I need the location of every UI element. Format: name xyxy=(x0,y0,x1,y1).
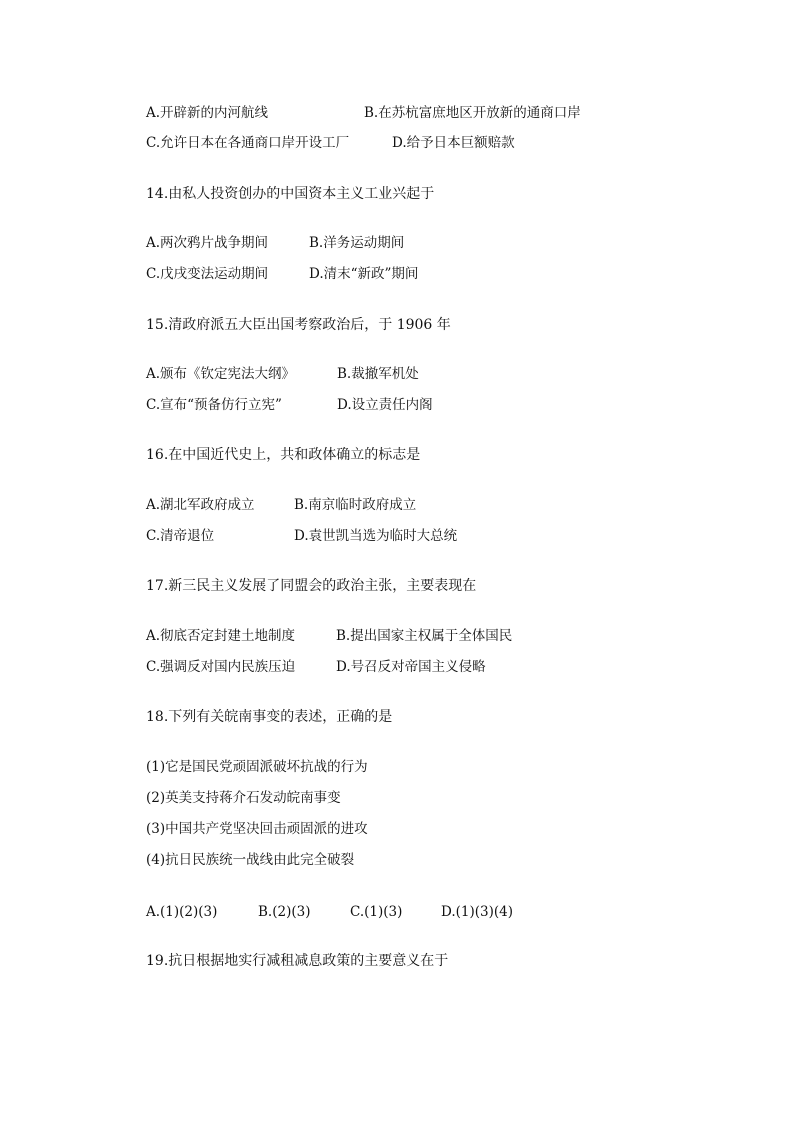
option-d: D.清末“新政”期间 xyxy=(309,266,419,282)
option-d: D.给予日本巨额赔款 xyxy=(392,135,515,151)
question-stem: 19.抗日根据地实行减租减息政策的主要意义在于 xyxy=(146,953,449,969)
option-a: A.开辟新的内河航线 xyxy=(146,105,269,121)
option-b: B.裁撤军机处 xyxy=(337,366,419,382)
option-b: B.南京临时政府成立 xyxy=(294,497,417,513)
statement-4: (4)抗日民族统一战线由此完全破裂 xyxy=(146,852,355,868)
option-a: A.彻底否定封建土地制度 xyxy=(146,628,296,644)
option-c: C.强调反对国内民族压迫 xyxy=(146,659,296,675)
option-b: B.(2)(3) xyxy=(258,904,311,920)
question-stem: 17.新三民主义发展了同盟会的政治主张，主要表现在 xyxy=(146,578,477,594)
option-d: D.号召反对帝国主义侵略 xyxy=(336,659,486,675)
option-c: C.允许日本在各通商口岸开设工厂 xyxy=(146,135,350,151)
question-stem: 18.下列有关皖南事变的表述，正确的是 xyxy=(146,709,393,725)
option-c: C.戊戌变法运动期间 xyxy=(146,266,269,282)
question-stem: 16.在中国近代史上，共和政体确立的标志是 xyxy=(146,447,421,463)
option-c: C.(1)(3) xyxy=(350,904,403,920)
statement-2: (2)英美支持蒋介石发动皖南事变 xyxy=(146,790,341,806)
statement-1: (1)它是国民党顽固派破坏抗战的行为 xyxy=(146,759,368,775)
option-b: B.提出国家主权属于全体国民 xyxy=(336,628,513,644)
option-a: A.两次鸦片战争期间 xyxy=(146,235,269,251)
option-b: B.洋务运动期间 xyxy=(309,235,405,251)
option-b: B.在苏杭富庶地区开放新的通商口岸 xyxy=(364,105,581,121)
option-a: A.颁布《钦定宪法大纲》 xyxy=(146,366,296,382)
option-d: D.(1)(3)(4) xyxy=(441,904,514,920)
option-c: C.宣布“预备仿行立宪” xyxy=(146,397,282,413)
statement-3: (3)中国共产党坚决回击顽固派的进攻 xyxy=(146,821,368,837)
option-d: D.设立责任内阁 xyxy=(337,397,433,413)
option-a: A.(1)(2)(3) xyxy=(146,904,218,920)
option-a: A.湖北军政府成立 xyxy=(146,497,255,513)
option-c: C.清帝退位 xyxy=(146,528,215,544)
option-d: D.袁世凯当选为临时大总统 xyxy=(294,528,458,544)
question-stem: 14.由私人投资创办的中国资本主义工业兴起于 xyxy=(146,186,435,202)
question-stem: 15.清政府派五大臣出国考察政治后，于 1906 年 xyxy=(146,317,451,333)
